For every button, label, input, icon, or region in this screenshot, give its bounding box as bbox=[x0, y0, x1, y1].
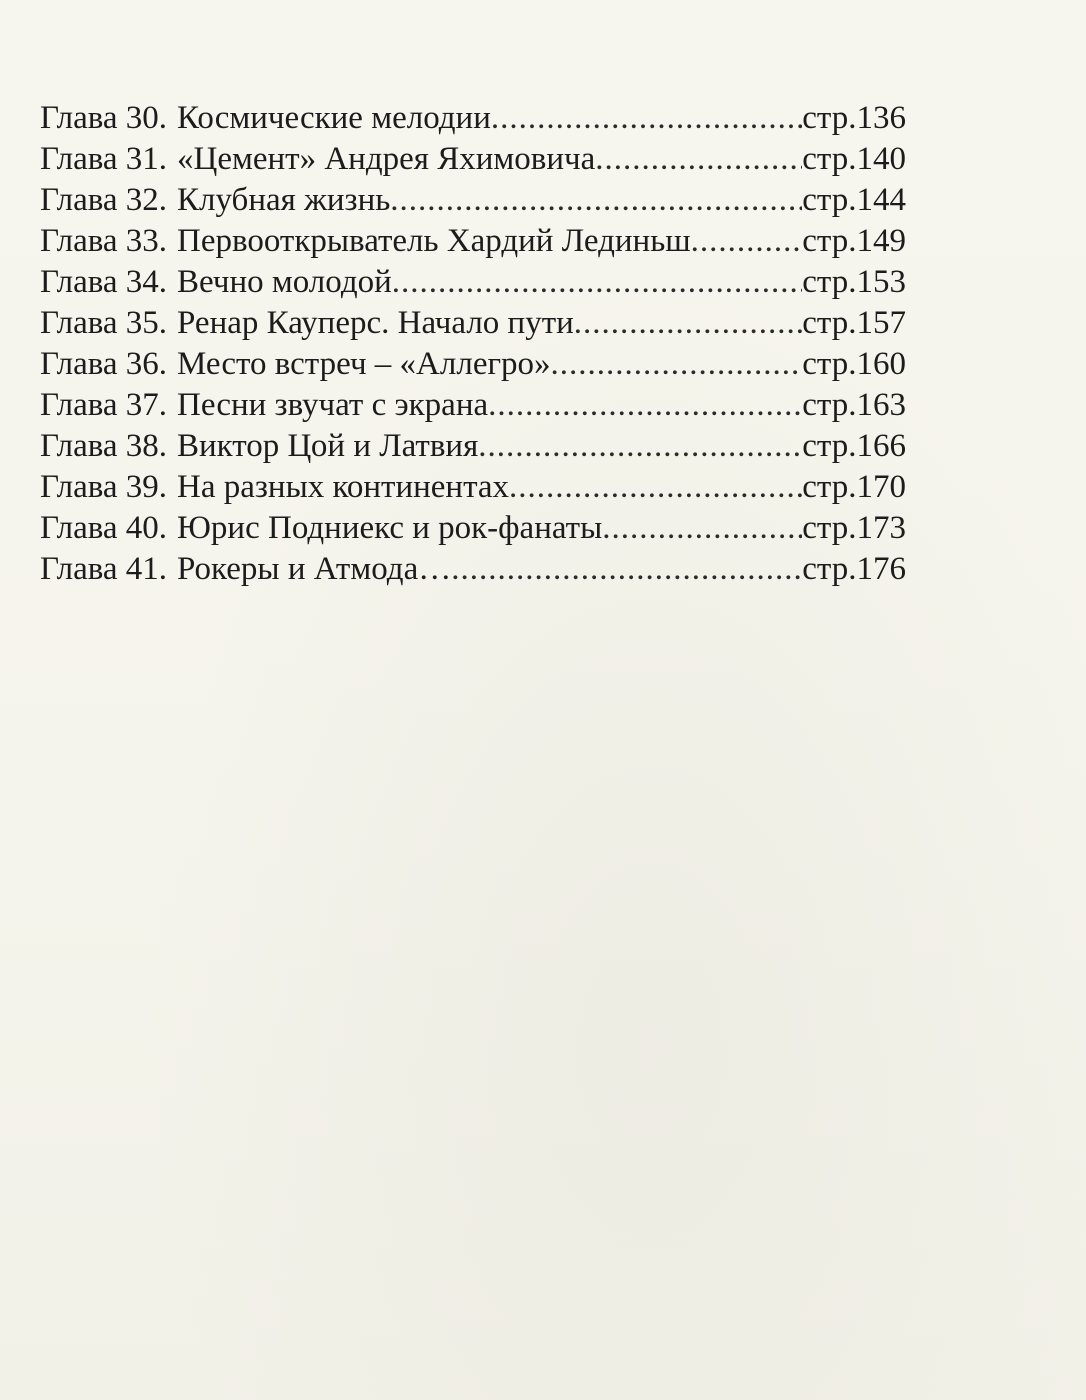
chapter-number: Глава 34. bbox=[40, 264, 168, 300]
toc-entry bbox=[40, 180, 906, 221]
chapter-title: Место встреч – «Аллегро» bbox=[177, 346, 551, 382]
page-number: стр.170 bbox=[802, 469, 906, 505]
toc-entry bbox=[40, 221, 906, 262]
page-number: стр.149 bbox=[802, 223, 906, 259]
chapter-number: Глава 30. bbox=[40, 100, 168, 136]
toc-entry bbox=[40, 467, 906, 508]
dot-leader bbox=[574, 303, 802, 344]
page-number: стр.176 bbox=[802, 551, 906, 587]
toc-entry bbox=[40, 344, 906, 385]
dot-leader bbox=[595, 139, 802, 180]
page-number: стр.140 bbox=[802, 141, 906, 177]
page-number: стр.163 bbox=[802, 387, 906, 423]
toc-entry bbox=[40, 385, 906, 426]
chapter-number: Глава 39. bbox=[40, 469, 168, 505]
chapter-number: Глава 38. bbox=[40, 428, 168, 464]
toc-entry bbox=[40, 549, 906, 590]
chapter-title: Рокеры и Атмода… bbox=[177, 551, 452, 587]
dot-leader bbox=[602, 508, 802, 549]
table-of-contents bbox=[40, 98, 906, 590]
toc-entry bbox=[40, 508, 906, 549]
chapter-number: Глава 33. bbox=[40, 223, 168, 259]
chapter-title: Виктор Цой и Латвия bbox=[177, 428, 479, 464]
toc-entry bbox=[40, 426, 906, 467]
page-number: стр.153 bbox=[802, 264, 906, 300]
toc-entry bbox=[40, 262, 906, 303]
dot-leader bbox=[451, 549, 802, 590]
toc-entry bbox=[40, 98, 906, 139]
chapter-title: Вечно молодой bbox=[177, 264, 392, 300]
chapter-title: На разных континентах bbox=[177, 469, 510, 505]
chapter-title: Первооткрыватель Хардий Лединьш bbox=[177, 223, 691, 259]
dot-leader bbox=[478, 426, 802, 467]
chapter-title: «Цемент» Андрея Яхимовича bbox=[177, 141, 596, 177]
dot-leader bbox=[551, 344, 803, 385]
dot-leader bbox=[488, 385, 802, 426]
dot-leader bbox=[392, 262, 802, 303]
page-number: стр.136 bbox=[802, 100, 906, 136]
chapter-number: Глава 36. bbox=[40, 346, 168, 382]
chapter-number: Глава 41. bbox=[40, 551, 168, 587]
dot-leader bbox=[691, 221, 803, 262]
page-number: стр.160 bbox=[802, 346, 906, 382]
chapter-number: Глава 32. bbox=[40, 182, 168, 218]
chapter-number: Глава 31. bbox=[40, 141, 168, 177]
chapter-title: Космические мелодии bbox=[177, 100, 491, 136]
toc-entry bbox=[40, 139, 906, 180]
page-number: стр.144 bbox=[802, 182, 906, 218]
dot-leader bbox=[390, 180, 802, 221]
chapter-title: Песни звучат с экрана bbox=[177, 387, 489, 423]
chapter-number: Глава 35. bbox=[40, 305, 168, 341]
chapter-title: Юрис Подниекс и рок-фанаты bbox=[177, 510, 603, 546]
chapter-title: Ренар Кауперс. Начало пути bbox=[177, 305, 574, 341]
page-number: стр.173 bbox=[802, 510, 906, 546]
page-number: стр.166 bbox=[802, 428, 906, 464]
dot-leader bbox=[509, 467, 802, 508]
dot-leader bbox=[491, 98, 802, 139]
toc-entry bbox=[40, 303, 906, 344]
chapter-number: Глава 37. bbox=[40, 387, 168, 423]
page-number: стр.157 bbox=[802, 305, 906, 341]
chapter-number: Глава 40. bbox=[40, 510, 168, 546]
chapter-title: Клубная жизнь bbox=[177, 182, 391, 218]
